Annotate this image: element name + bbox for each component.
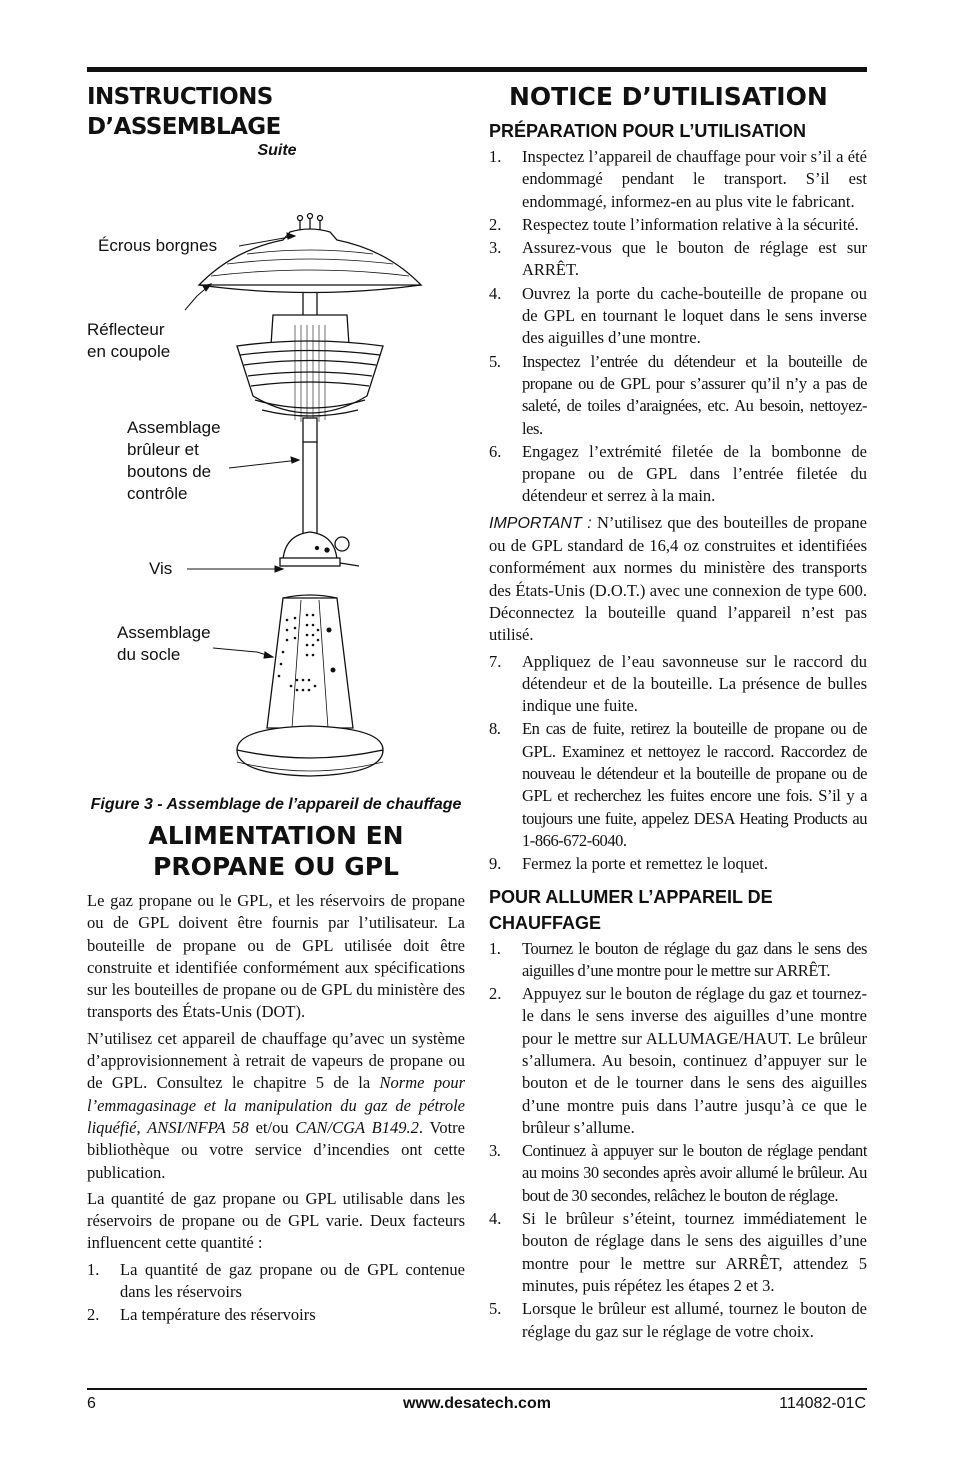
control-housing-shape (280, 532, 359, 566)
factors-list (87, 1259, 465, 1327)
light-title: POUR ALLUMER L’APPAREIL DE CHAUFFAGE (489, 886, 773, 933)
figure-caption: Figure 3 - Assemblage de l’appareil de chauffage (90, 796, 462, 813)
list-item: 8. En cas de fuite, retirez la bouteille de propane ou de GPL. Examinez et nettoyez le raccord. Raccordez de nouveau le détendeur et la bouteille de propane ou de GPL et recherchez les fuites encore une fois. S’il y a toujours une fuite, appelez DESA Heating Products au 1-866-672-6040. (489, 719, 867, 850)
emitter-screen-shape (237, 315, 383, 442)
list-item: 2. La température des réservoirs (87, 1305, 316, 1325)
label-bruleur: Assemblage brûleur et boutons de contrôle (127, 418, 221, 503)
list-item: 9. Fermez la porte et remettez le loquet. (489, 854, 769, 874)
prep-steps-list (489, 146, 867, 508)
important-note: IMPORTANT : N’utilisez que des bouteilles de propane ou de GPL standard de 16,4 oz construites et identifiées conformément aux normes du ministère des transports des États-Unis (D.O.T.) avec une connexion de type 600. Déconnectez la bouteille quand l’appareil n’est pas utilisé. (489, 512, 867, 645)
page-number: 6 (87, 1395, 96, 1412)
list-item: 1. La quantité de gaz propane ou de GPL contenue dans les réservoirs (87, 1259, 465, 1302)
footer-url-link[interactable]: www.desatech.com (403, 1395, 551, 1412)
supply-paragraph-2: N’utilisez cet appareil de chauffage qu’avec un système d’approvisionnement à retrait de vapeurs de propane ou de GPL. Consultez le chapitre 5 de la Norme pour l’emmagasinage et la manipulation du gaz de pétrole liquéfié, ANSI/NFPA 58 et/ou CAN/CGA B149.2. Votre bibliothèque ou votre service d’incendies ont cette publication. (87, 1028, 465, 1182)
top-rule (87, 67, 867, 72)
label-ecrous-borgnes: Écrous borgnes (98, 236, 218, 255)
list-item: 2. Respectez toute l’information relative à la sécurité. (489, 214, 859, 234)
list-item: 7. Appliquez de l’eau savonneuse sur le raccord du détendeur et de la bouteille. La présence de bulles indique une fuite. (489, 651, 867, 716)
list-item: 3. Continuez à appuyer sur le bouton de réglage pendant au moins 30 secondes après avoir allumé le brûleur. Au bout de 30 secondes, relâchez le bouton de réglage. (489, 1141, 867, 1205)
cap-nuts-shape (298, 214, 323, 231)
notice-title: NOTICE D’UTILISATION (509, 82, 828, 111)
pole-shape (303, 442, 317, 535)
list-item: 4. Ouvrez la porte du cache-bouteille de propane ou de GPL en tournant le loquet dans le sens inverse des aiguilles d’une montre. (489, 283, 867, 348)
list-item: 2. Appuyez sur le bouton de réglage du gaz et tournez-le dans le sens inverse des aiguilles d’une montre pour le mettre sur ALLUMAGE/HAUT. Le brûleur s’allumera. Au besoin, continuez d’appuyer sur le bouton et de le tourner dans le sens des aiguilles d’une montre puis dans l’autre jusqu’à ce que le brûleur s’allume. (489, 984, 867, 1137)
list-item: 4. Si le brûleur s’éteint, tournez immédiatement le bouton de réglage dans le sens des aiguilles d’une montre pour le mettre sur ARRÊT, attendez 5 minutes, puis répétez les étapes 2 et 3. (489, 1209, 867, 1295)
left-column (87, 80, 465, 1331)
list-item: 1. Inspectez l’appareil de chauffage pour voir s’il a été endommagé pendant le transport. S’il est endommagé, informez-en au plus vite le fabricant. (489, 147, 867, 211)
list-item: 5. Lorsque le brûleur est allumé, tournez le bouton de réglage du gaz sur le réglage de votre choix. (489, 1299, 867, 1341)
dome-reflector-shape (199, 229, 421, 293)
list-item: 3. Assurez-vous que le bouton de réglage est sur ARRÊT. (489, 238, 867, 280)
prep-title: PRÉPARATION POUR L’UTILISATION (489, 121, 807, 141)
label-socle: Assemblage du socle (117, 623, 211, 664)
supply-paragraph-1: Le gaz propane ou le GPL, et les réservoirs de propane ou de GPL doivent être fournis par l’utilisateur. La bouteille de propane ou de GPL utilisée doit être construite et identifiée conformément aux spécifications sur les bouteilles de propane ou de GPL du ministère des transports des États-Unis (DOT). (87, 891, 465, 1022)
supply-title: ALIMENTATION EN PROPANE OU GPL (148, 821, 404, 881)
bottom-rule (87, 1388, 867, 1390)
list-item: 1. Tournez le bouton de réglage du gaz dans le sens des aiguilles d’une montre pour le mettre sur ARRÊT. (489, 938, 867, 980)
light-steps-list (489, 938, 867, 1343)
supply-paragraph-3: La quantité de gaz propane ou GPL utilisable dans les réservoirs de propane ou de GPL varie. Deux facteurs influencent cette quantité : (87, 1188, 465, 1253)
heater-assembly-figure (87, 160, 465, 788)
label-vis: Vis (149, 559, 173, 578)
prep-steps-list-continued (489, 651, 867, 876)
base-shape (237, 595, 383, 776)
important-label: IMPORTANT : (489, 514, 592, 532)
assembly-title: INSTRUCTIONS D’ASSEMBLAGE (87, 84, 281, 140)
list-item: 6. Engagez l’extrémité filetée de la bombonne de propane ou de GPL dans l’entrée filetée du détendeur et serrez à la main. (489, 441, 867, 506)
right-column (489, 80, 867, 1347)
assembly-suite: Suite (257, 142, 297, 159)
label-reflecteur: Réflecteur en coupole (87, 320, 171, 361)
document-code: 114082-01C (779, 1395, 866, 1412)
list-item: 5. Inspectez l’entrée du détendeur et la bouteille de propane ou de GPL pour s’assurer qu’il n’y a pas de saleté, de toiles d’araignées, etc. Au besoin, nettoyez-les. (489, 351, 867, 438)
